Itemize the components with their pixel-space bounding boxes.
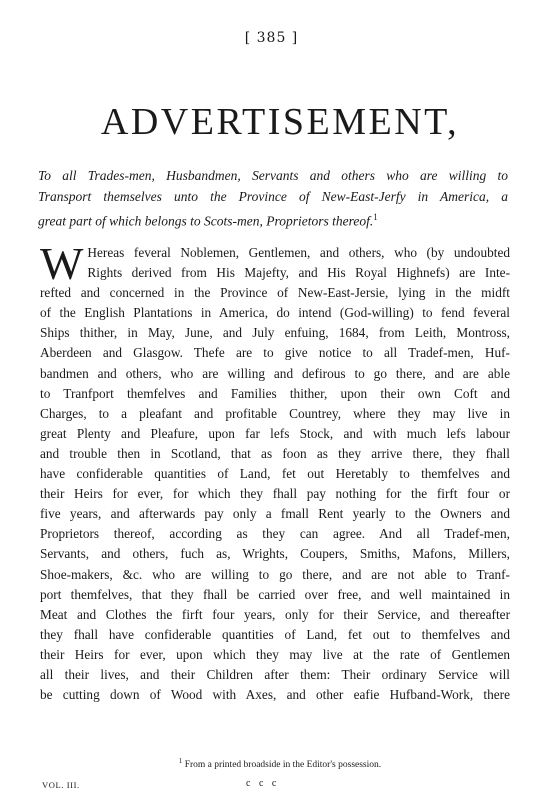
- body-text: [40, 238, 510, 705]
- body-line: have confiderable quantities of Land, fet out Heretably to themfelves and: [40, 466, 510, 482]
- body-line: Aberdeen and Glasgow. Thefe are to give notice to all Tradef-men, Huf-: [40, 345, 510, 361]
- body-line: to Tranfport themfelves and Families thither, upon their own Coft and: [40, 385, 510, 401]
- subtitle: [38, 165, 508, 232]
- drop-cap: W: [40, 238, 84, 289]
- subtitle-line-2: [38, 186, 508, 207]
- body-line: bandmen and others, who are willing and defirous to go there, and are able: [40, 365, 510, 381]
- body-line: their Heirs for ever, for which they fhall pay nothing for the firft four or: [40, 486, 510, 502]
- subtitle-text-2: Transport themselves unto the Province of New-East-Jerfy in America, a: [38, 189, 508, 204]
- body-line: their Heirs for ever, upon which they may live at the rate of Gentlemen: [40, 646, 510, 662]
- body-line: Shoe-makers, &c. who are willing to go there, and are not able to Tranf-: [40, 566, 510, 582]
- subtitle-line-1: [38, 165, 508, 186]
- footnote: [0, 757, 543, 770]
- footnote-text: From a printed broadside in the Editor's possession.: [184, 760, 382, 771]
- body-line: Hereas feveral Noblemen, Gentlemen, and others, who (by undoubted: [87, 245, 510, 260]
- body-line: be cutting down of Wood with Axes, and other eafie Hufband-Work, there: [40, 687, 510, 703]
- body-line: Servants, and others, fuch as, Wrights, Coupers, Smiths, Mafons, Millers,: [40, 546, 510, 562]
- body-line: five years, and afterwards pay only a fmall Rent yearly to the Owners and: [40, 506, 510, 522]
- page-title: ADVERTISEMENT,: [100, 101, 460, 143]
- body-line: Charges, to a pleafant and profitable Countrey, where they may live in: [40, 405, 510, 421]
- body-line: Ships thither, in May, June, and July enfuing, 1684, from Leith, Montross,: [40, 325, 510, 341]
- subtitle-footnote-marker[interactable]: 1: [373, 212, 378, 222]
- body-line: all their lives, and their Children after them: Their ordinary Service will: [40, 666, 510, 682]
- body-line: Proprietors thereof, according as they can agree. And all Tradef-men,: [40, 526, 510, 542]
- subtitle-text-3: great part of which belongs to Scots-men, Proprietors thereof.: [38, 213, 374, 229]
- volume-label: VOL. III.: [42, 780, 80, 790]
- page-number: [ 385 ]: [244, 30, 299, 46]
- body-line: of the English Plantations in America, do intend (God-willing) to fend feveral: [40, 305, 510, 321]
- body-line: Rights derived from His Majefty, and His Royal Highnefs) are Inte-: [87, 265, 510, 281]
- subtitle-text-1: To all Trades-men, Husbandmen, Servants and others who are willing to: [38, 168, 508, 183]
- body-line: and trouble then in Scotland, that as foon as they arrive there, they fhall: [40, 445, 510, 461]
- body-line: they fhall have confiderable quantities of Land, fet out to themfelves and: [40, 626, 510, 642]
- body-line: port themfelves, that they fhall be carried over free, and well maintained in: [40, 586, 510, 602]
- body-line: Meat and Clothes the firft four years, only for their Service, and thereafter: [40, 606, 510, 622]
- body-line: refted and concerned in the Province of New-East-Jersie, lying in the midft: [40, 285, 510, 301]
- body-line: great Plenty and Pleafure, upon far lefs Stock, and with much lefs labour: [40, 425, 510, 441]
- signature-mark: c c c: [246, 778, 280, 789]
- footnote-marker: 1: [178, 757, 183, 765]
- subtitle-line-3: [38, 207, 508, 232]
